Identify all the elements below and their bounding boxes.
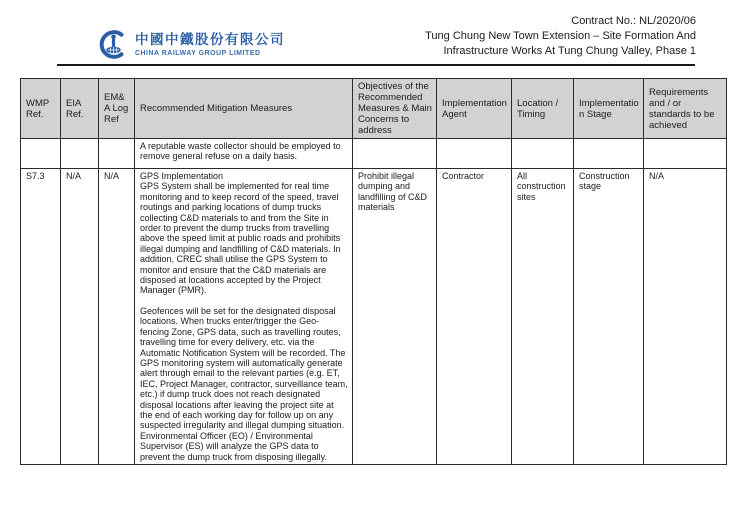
- table-row-continued: [21, 139, 727, 169]
- project-title-line2: Infrastructure Works At Tung Chung Valley, Phase 1: [443, 45, 696, 57]
- col-header-recommended-mitigation-measures: Recommended Mitigation Measures: [135, 79, 353, 139]
- cell-wmp-ref: [21, 139, 61, 169]
- cell-wmp-ref: S7.3: [21, 169, 61, 465]
- cell-eia-ref: N/A: [61, 169, 99, 465]
- cell-ema-log-ref: [99, 139, 135, 169]
- col-header-requirements: Requirements and / or standards to be achieved: [644, 79, 727, 139]
- company-name-english: CHINA RAILWAY GROUP LIMITED: [135, 50, 261, 57]
- cell-location-timing: [512, 139, 574, 169]
- cell-implementation-agent: [437, 139, 512, 169]
- cell-ema-log-ref: N/A: [99, 169, 135, 465]
- cell-implementation-stage: Construction stage: [574, 169, 644, 465]
- col-header-location-timing: Location / Timing: [512, 79, 574, 139]
- measure-paragraph-1: GPS System shall be implemented for real time monitoring and to keep record of the speed, travel routings and parking locations of dump trucks collecting C&D materials to and from the Site in order to prevent the dump trucks from travelling above the speed limit at public roads and prohibits illegal dumping and landfilling of C&D materials. In addition, CREC shall utilise the GPS System to monitor and ensure that the C&D materials are disposed at locations accepted by the Project Manager (PMR).: [140, 181, 341, 296]
- col-header-implementation-stage: Implementation Stage: [574, 79, 644, 139]
- measure-paragraph-2: Geofences will be set for the designated disposal locations. When trucks enter/trigger the Geo-fencing Zone, GPS data, such as travelling routes, travelling time for every delivery, etc. via the Automatic Notification System will be recorded. The GPS monitoring system will automatically generate alert through email to the relevant parties (e.g. ET, IEC, Project Manager, contractor, surveillance team, etc.) if dump truck does not reach designated disposal locations after leaving the project site at the end of each working day for follow up on any suspected irregularity and illegal dumping situation. Environmental Officer (EO) / Environmental Supervisor (ES) will analyze the GPS data to prevent the dump truck from disposing illegally.: [140, 305, 348, 462]
- contract-number: Contract No.: NL/2020/06: [571, 15, 696, 27]
- cell-eia-ref: [61, 139, 99, 169]
- cell-mitigation-measures: [135, 169, 353, 465]
- cell-location-timing: All construction sites: [512, 169, 574, 465]
- cell-implementation-stage: [574, 139, 644, 169]
- china-railway-logo-icon: [99, 30, 128, 59]
- table-header-row: [21, 79, 727, 139]
- col-header-objectives: Objectives of the Recommended Measures & Main Concerns to address: [353, 79, 437, 139]
- company-name-chinese: 中國中鐵股份有限公司: [135, 32, 285, 47]
- col-header-ema-log-ref: EM&A Log Ref: [99, 79, 135, 139]
- mitigation-measures-table: [20, 78, 727, 465]
- cell-mitigation-measures: A reputable waste collector should be employed to remove general refuse on a daily basis.: [135, 139, 353, 169]
- cell-objectives: Prohibit illegal dumping and landfilling of C&D materials: [353, 169, 437, 465]
- project-title-line1: Tung Chung New Town Extension – Site Formation And: [425, 30, 696, 42]
- company-logo: [99, 30, 285, 59]
- contract-info: [425, 14, 696, 59]
- header-divider: [57, 64, 695, 66]
- col-header-implementation-agent: Implementation Agent: [437, 79, 512, 139]
- col-header-wmp-ref: WMP Ref.: [21, 79, 61, 139]
- measure-title: GPS Implementation: [140, 171, 224, 181]
- table-row-s7-3: [21, 169, 727, 465]
- cell-objectives: [353, 139, 437, 169]
- cell-requirements: N/A: [644, 169, 727, 465]
- cell-requirements: [644, 139, 727, 169]
- company-name: [135, 30, 285, 58]
- col-header-eia-ref: EIA Ref.: [61, 79, 99, 139]
- cell-implementation-agent: Contractor: [437, 169, 512, 465]
